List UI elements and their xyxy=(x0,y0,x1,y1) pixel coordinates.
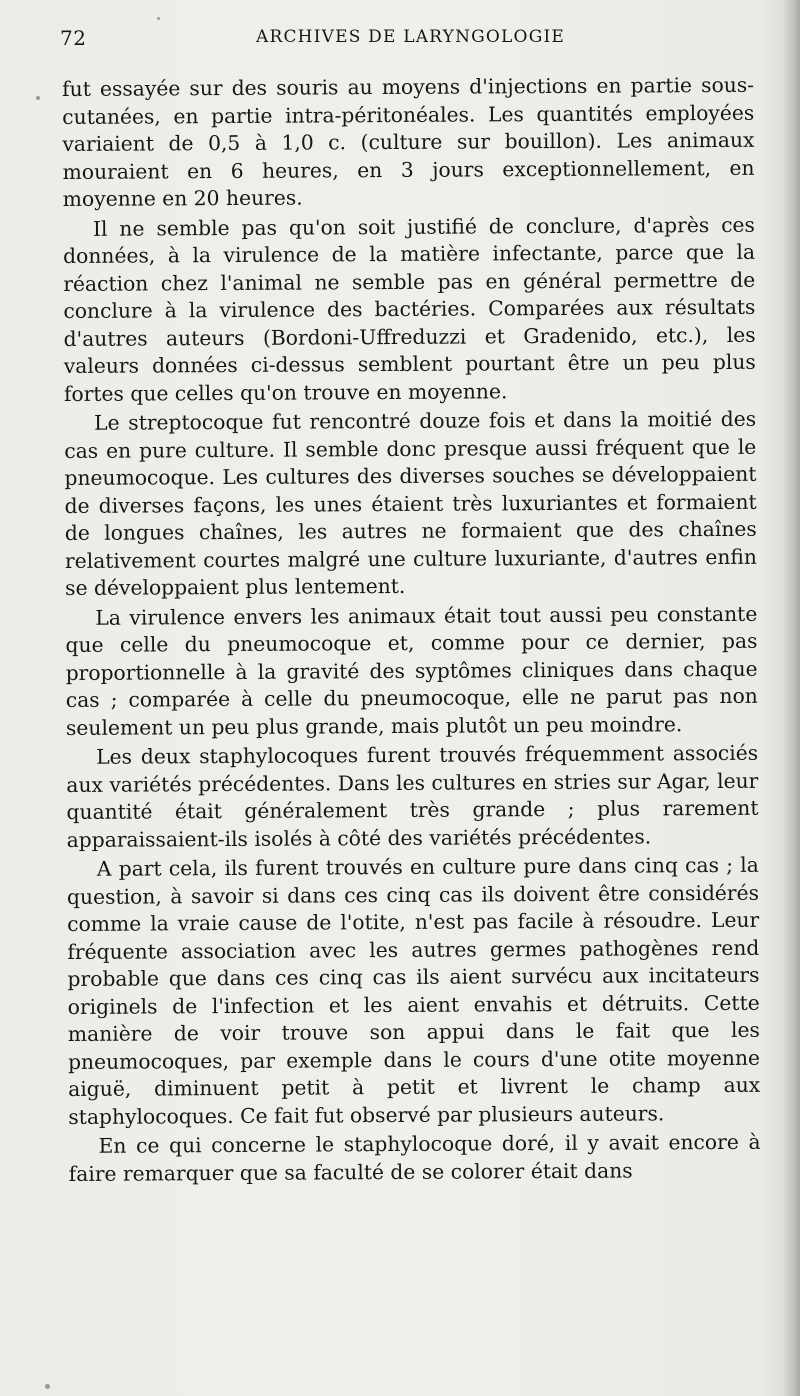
paragraph-virulence-conclusion: Il ne semble pas qu'on soit justifié de conclure, d'après ces données, à la virulence de la matière infectante, parce que la réaction chez l'animal ne semble pas en général permettre de conclure à la virulence des bactéries. Comparées aux résultats d'autres auteurs (Bordoni-Uffreduzzi et Gradenido, etc.), les valeurs données ci-dessus semblent pourtant être un peu plus fortes que celles qu'on trouve en moyenne. xyxy=(63,212,756,406)
paragraph-streptocoque: Le streptocoque fut rencontré douze fois et dans la moitié des cas en pure culture. Il semble donc presque aussi fréquent que le pneumocoque. Les cultures des diverses souches se développaient de diverses façons, les unes étaient très luxuriantes et formaient de longues chaînes, les autres ne formaient que des chaînes relativement courtes malgré une culture luxuriante, d'autres enfin se développaient plus lentement. xyxy=(64,406,758,600)
page-number: 72 xyxy=(60,26,87,50)
print-speck xyxy=(36,96,40,100)
running-head xyxy=(60,26,760,54)
paragraph-pure-culture: A part cela, ils furent trouvés en culture pure dans cinq cas ; la question, à savoir si dans ces cinq cas ils doivent être considérés comme la vraie cause de l'otite, n'est pas facile à résoudre. Leur fréquente association avec les autres germes pathogènes rend probable que dans ces cinq cas ils aient survécu aux incitateurs originels de l'infection et les aient envahis et détruits. Cette manière de voir trouve son appui dans le fait que les pneumocoques, par exemple dans le cours d'une otite moyenne aiguë, diminuent petit à petit et livrent le champ aux staphylocoques. Ce fait fut observé par plusieurs auteurs. xyxy=(66,852,761,1129)
paragraph-staphylocoques: Les deux staphylocoques furent trouvés fréquemment associés aux variétés précédentes. Dans les cultures en stries sur Agar, leur quantité était généralement très grande ; plus rarement apparaissaient-ils isolés à côté des variétés précédentes. xyxy=(66,740,759,852)
print-speck xyxy=(157,17,160,20)
print-speck xyxy=(45,1384,50,1389)
journal-title: ARCHIVES DE LARYNGOLOGIE xyxy=(256,27,565,47)
paragraph-staphylocoque-dore: En ce qui concerne le staphylocoque doré, il y avait encore à faire remarquer que sa faculté de se colorer était dans xyxy=(68,1129,761,1186)
paragraph-virulence-animals: La virulence envers les animaux était tout aussi peu constante que celle du pneumocoque et, comme pour ce dernier, pas proportionnelle à la gravité des syptômes cliniques dans chaque cas ; comparée à celle du pneumocoque, elle ne parut pas non seulement un peu plus grande, mais plutôt un peu moindre. xyxy=(65,601,758,740)
body-text xyxy=(62,72,761,1188)
paragraph-continuation: fut essayée sur des souris au moyens d'injections en partie sous-cutanées, en partie intra-péritonéales. Les quantités employées variaient de 0,5 à 1,0 c. (culture sur bouillon). Les animaux mouraient en 6 heures, en 3 jours exceptionnellement, en moyenne en 20 heures. xyxy=(62,72,755,211)
page-edge-shadow xyxy=(782,0,800,1396)
